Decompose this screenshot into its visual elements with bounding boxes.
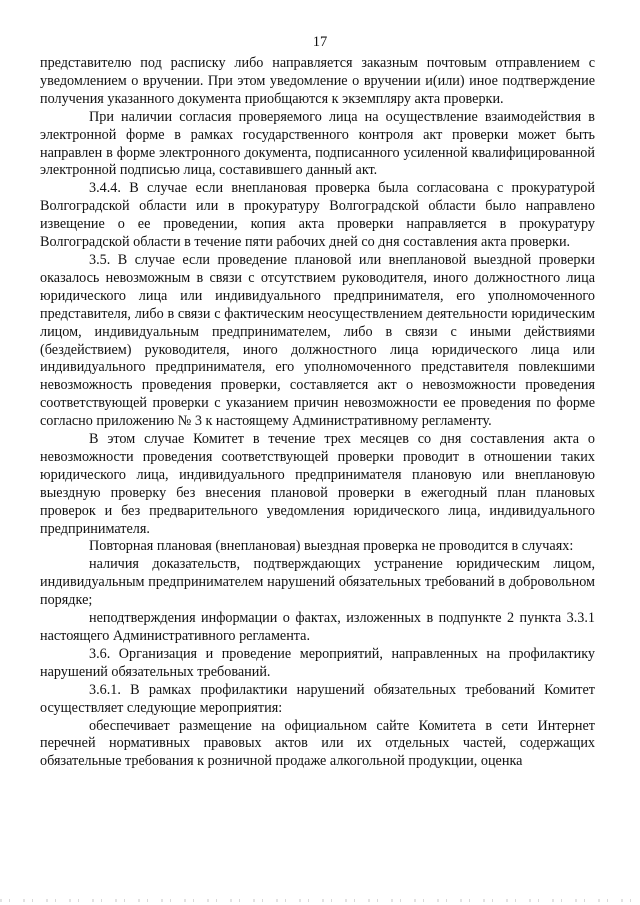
document-body	[40, 55, 595, 771]
paragraph-case-unconfirmed: неподтверждения информации о фактах, изложенных в подпункте 2 пункта 3.3.1 настоящего Административного регламента.	[40, 610, 595, 644]
paragraph-3-5-followup: В этом случае Комитет в течение трех месяцев со дня составления акта о невозможности проведения соответствующей проверки проводит в отношении таких юридического лица, индивидуального предпринимателя плановую или внеплановую выездную проверку без внесения плановой проверки в ежегодный план плановых проверок и без предварительного уведомления юридического лица, индивидуального предпринимателя.	[40, 431, 595, 537]
paragraph-3-4-4: 3.4.4. В случае если внеплановая проверка была согласована с прокуратурой Волгоградской области или в прокуратуру Волгоградской области было направлено извещение о ее проведении, копия акта проверки направляется в прокуратуру Волгоградской области в течение пяти рабочих дней со дня составления акта проверки.	[40, 180, 595, 251]
page-number: 17	[312, 34, 328, 50]
scan-edge-artifact	[0, 899, 640, 902]
paragraph-2: При наличии согласия проверяемого лица на осуществление взаимодействия в электронной форме в рамках государственного контроля акт проверки может быть направлен в форме электронного документа, подписанного усиленной квалифицированной электронной подписью лица, составившего данный акт.	[40, 108, 595, 179]
paragraph-3-6: 3.6. Организация и проведение мероприятий, направленных на профилактику нарушений обязательных требований.	[40, 645, 595, 680]
paragraph-3-6-1: 3.6.1. В рамках профилактики нарушений обязательных требований Комитет осуществляет следующие мероприятия:	[40, 681, 595, 716]
paragraph-repeat-inspection: Повторная плановая (внеплановая) выездная проверка не проводится в случаях:	[89, 538, 574, 555]
paragraph-3-5: 3.5. В случае если проведение плановой или внеплановой выездной проверки оказалось невозможным в связи с отсутствием руководителя, иного должностного лица юридического лица или индивидуального предпринимателя, его уполномоченного представителя, либо в связи с фактическим неосуществлением деятельности юридическим лицом, индивидуальным предпринимателем, либо в связи с иными действиями (бездействием) руководителя, иного должностного лица юридического лица или индивидуального предпринимателя, его уполномоченного представителя повлекшими невозможность проведения проверки, составляется акт о невозможности проведения соответствующей проверки с указанием причин невозможности ее проведения по форме согласно приложению № 3 к настоящему Административному регламенту.	[40, 251, 595, 430]
paragraph-measures: обеспечивает размещение на официальном сайте Комитета в сети Интернет перечней нормативных правовых актов или их отдельных частей, содержащих обязательные требования к розничной продаже алкогольной продукции, оценка	[40, 717, 595, 770]
paragraph-1: представителю под расписку либо направляется заказным почтовым отправлением с уведомлением о вручении. При этом уведомление о вручении и(или) иное подтверждение получения указанного документа приобщаются к экземпляру акта проверки.	[40, 55, 595, 107]
paragraph-case-evidence: наличия доказательств, подтверждающих устранение юридическим лицом, индивидуальным предпринимателем нарушений обязательных требований в добровольном порядке;	[40, 556, 595, 609]
